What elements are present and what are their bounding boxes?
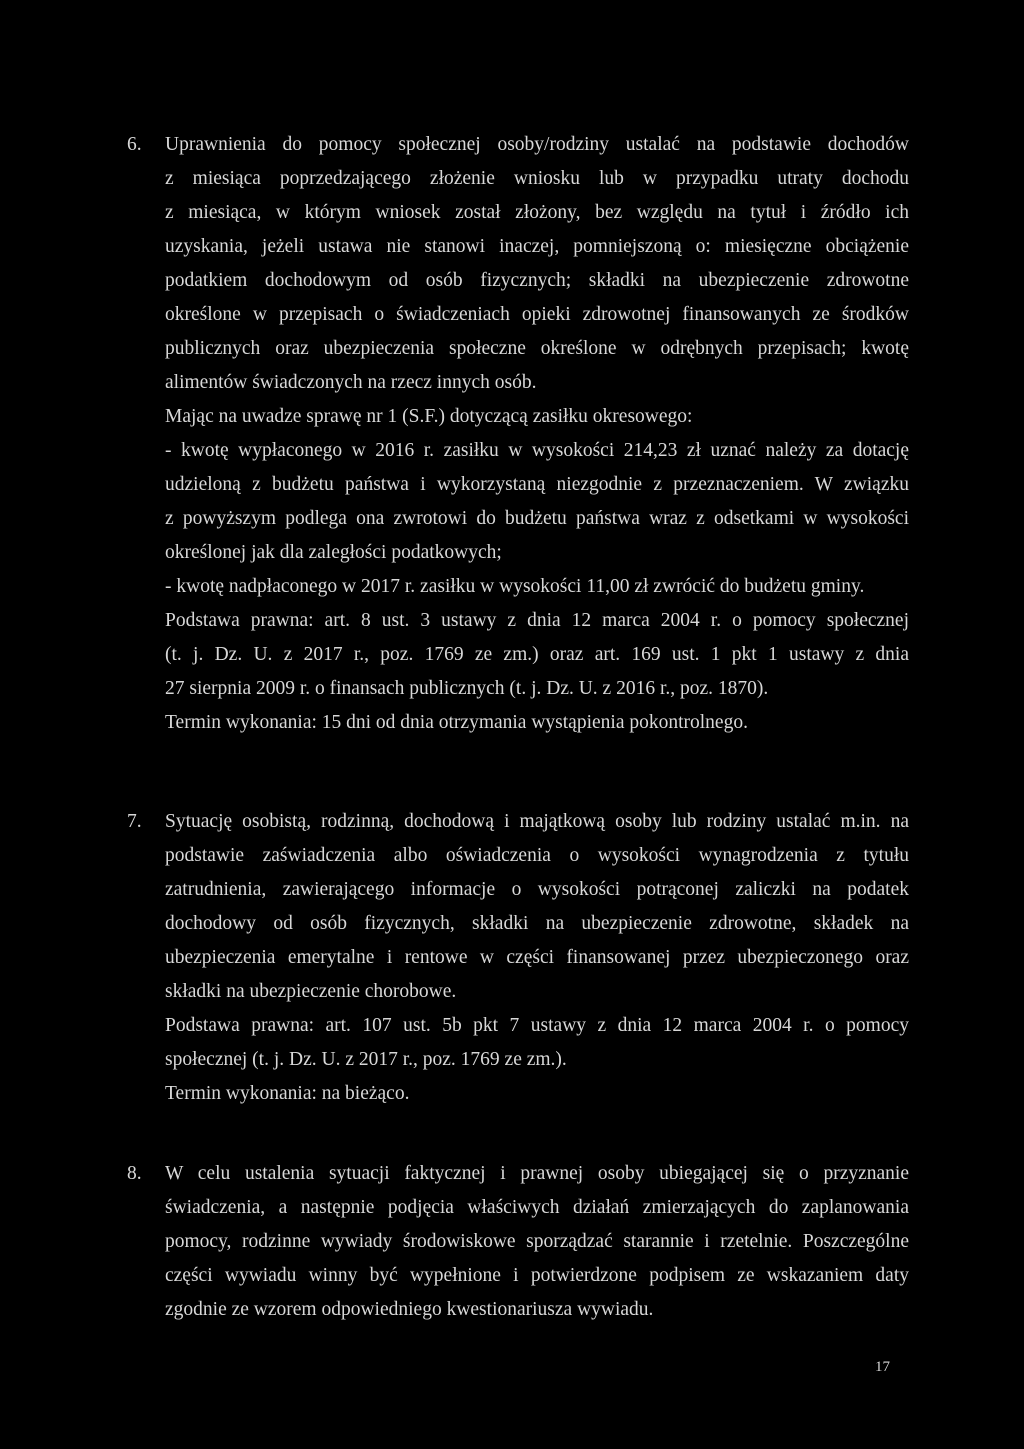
legal-basis-line: Podstawa prawna: art. 8 ust. 3 ustawy z dnia 12 marca 2004 r. o pomocy społecznej	[165, 610, 909, 631]
paragraph-line: Uprawnienia do pomocy społecznej osoby/rodziny ustalać na podstawie dochodów	[165, 134, 909, 155]
paragraph-line: podatkiem dochodowym od osób fizycznych; składki na ubezpieczenie zdrowotne	[165, 270, 909, 291]
paragraph-line: składki na ubezpieczenie chorobowe.	[165, 981, 457, 1002]
section-number: 8.	[127, 1163, 142, 1184]
paragraph-line: alimentów świadczonych na rzecz innych osób.	[165, 372, 537, 393]
section-number: 7.	[127, 811, 142, 832]
section-8	[127, 1157, 909, 1327]
section-body	[165, 1157, 909, 1327]
paragraph-line: części wywiadu winny być wypełnione i potwierdzone podpisem ze wskazaniem daty	[165, 1265, 909, 1286]
paragraph-line: zatrudnienia, zawierającego informacje o wysokości potrąconej zaliczki na podatek	[165, 879, 909, 900]
paragraph-line: z miesiąca, w którym wniosek został złożony, bez względu na tytuł i źródło ich	[165, 202, 909, 223]
paragraph-line: podstawie zaświadczenia albo oświadczenia o wysokości wynagrodzenia z tytułu	[165, 845, 909, 866]
legal-basis-line: 27 sierpnia 2009 r. o finansach publicznych (t. j. Dz. U. z 2016 r., poz. 1870).	[165, 678, 769, 699]
paragraph-line: dochodowy od osób fizycznych, składki na ubezpieczenie zdrowotne, składek na	[165, 913, 909, 934]
section-number: 6.	[127, 134, 142, 155]
paragraph-line: uzyskania, jeżeli ustawa nie stanowi inaczej, pomniejszoną o: miesięczne obciążenie	[165, 236, 909, 257]
paragraph-line: zgodnie ze wzorem odpowiedniego kwestionariusza wywiadu.	[165, 1299, 654, 1320]
paragraph-line: ubezpieczenia emerytalne i rentowe w części finansowanej przez ubezpieczonego oraz	[165, 947, 909, 968]
legal-basis-line: Podstawa prawna: art. 107 ust. 5b pkt 7 ustawy z dnia 12 marca 2004 r. o pomocy	[165, 1015, 909, 1036]
paragraph-line: W celu ustalenia sytuacji faktycznej i prawnej osoby ubiegającej się o przyznanie	[165, 1163, 909, 1184]
section-body	[165, 128, 909, 740]
section-body	[165, 805, 909, 1111]
paragraph-line: określone w przepisach o świadczeniach opieki zdrowotnej finansowanych ze środków	[165, 304, 909, 325]
paragraph-line: świadczenia, a następnie podjęcia właściwych działań zmierzających do zaplanowania	[165, 1197, 909, 1218]
paragraph-line: pomocy, rodzinne wywiady środowiskowe sporządzać starannie i rzetelnie. Poszczególne	[165, 1231, 909, 1252]
deadline-line: Termin wykonania: na bieżąco.	[165, 1083, 410, 1104]
deadline-line: Termin wykonania: 15 dni od dnia otrzymania wystąpienia pokontrolnego.	[165, 712, 748, 733]
section-7	[127, 805, 909, 1111]
legal-basis-line: (t. j. Dz. U. z 2017 r., poz. 1769 ze zm.) oraz art. 169 ust. 1 pkt 1 ustawy z dnia	[165, 644, 909, 665]
paragraph-line: Sytuację osobistą, rodzinną, dochodową i majątkową osoby lub rodziny ustalać m.in. na	[165, 811, 909, 832]
legal-basis-line: społecznej (t. j. Dz. U. z 2017 r., poz. 1769 ze zm.).	[165, 1049, 567, 1070]
paragraph-line: - kwotę wypłaconego w 2016 r. zasiłku w wysokości 214,23 zł uznać należy za dotację	[165, 440, 909, 461]
paragraph-line: publicznych oraz ubezpieczenia społeczne określone w odrębnych przepisach; kwotę	[165, 338, 909, 359]
page-number: 17	[875, 1359, 890, 1375]
section-6	[127, 128, 909, 740]
paragraph-line: - kwotę nadpłaconego w 2017 r. zasiłku w wysokości 11,00 zł zwrócić do budżetu gminy.	[165, 576, 865, 597]
paragraph-line: Mając na uwadze sprawę nr 1 (S.F.) dotyczącą zasiłku okresowego:	[165, 406, 693, 427]
paragraph-line: z miesiąca poprzedzającego złożenie wniosku lub w przypadku utraty dochodu	[165, 168, 909, 189]
paragraph-line: określonej jak dla zaległości podatkowych;	[165, 542, 502, 563]
paragraph-line: udzieloną z budżetu państwa i wykorzystaną niezgodnie z przeznaczeniem. W związku	[165, 474, 909, 495]
paragraph-line: z powyższym podlega ona zwrotowi do budżetu państwa wraz z odsetkami w wysokości	[165, 508, 909, 529]
